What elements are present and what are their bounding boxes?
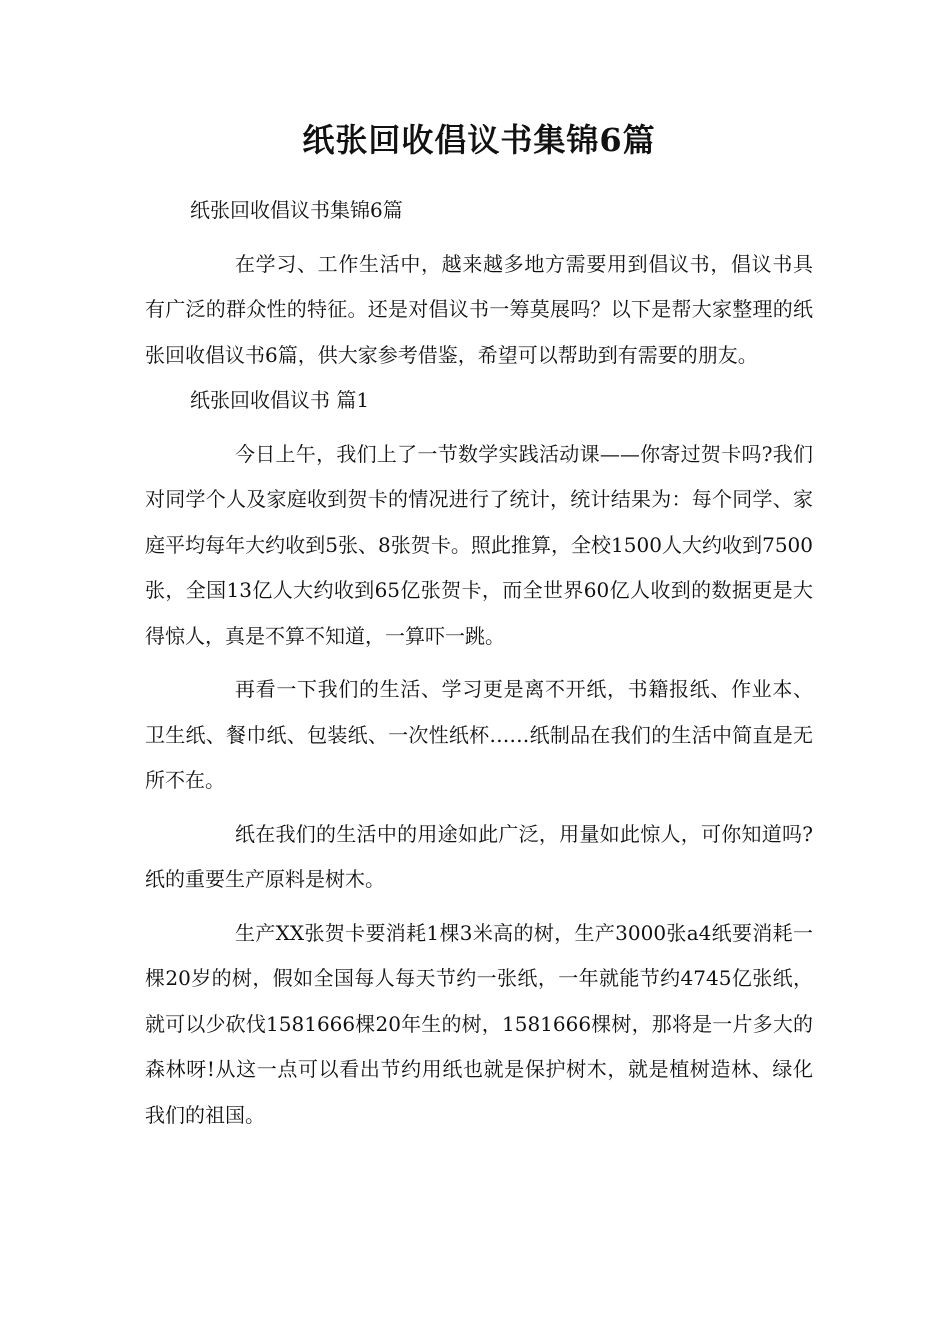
- intro-paragraph: 在学习、工作生活中，越来越多地方需要用到倡议书，倡议书具有广泛的群众性的特征。还是对倡议书一筹莫展吗？以下是帮大家整理的纸张回收倡议书6篇，供大家参考借鉴，希望可以帮助到有需要的朋友。: [145, 251, 813, 367]
- document-title: 纸张回收倡议书集锦6篇: [302, 121, 656, 159]
- paragraph: 生产XX张贺卡要消耗1棵3米高的树，生产3000张a4纸要消耗一棵20岁的树，假如全国每人每天节约一张纸，一年就能节约4745亿张纸，就可以少砍伐1581666棵20年生的树，1581666棵树，那将是一片多大的森林呀!从这一点可以看出节约用纸也就是保护树木，就是植树造林、绿化我们的祖国。: [145, 920, 813, 1127]
- paragraph: 今日上午，我们上了一节数学实践活动课——你寄过贺卡吗?我们对同学个人及家庭收到贺卡的情况进行了统计，统计结果为：每个同学、家庭平均每年大约收到5张、8张贺卡。照此推算，全校1500人大约收到7500张，全国13亿人大约收到65亿张贺卡，而全世界60亿人收到的数据更是大得惊人，真是不算不知道，一算吓一跳。: [145, 441, 813, 648]
- document-body: [145, 188, 813, 1138]
- section-heading: 纸张回收倡议书 篇1: [190, 388, 370, 412]
- document-subtitle: 纸张回收倡议书集锦6篇: [190, 198, 403, 222]
- paragraph: 再看一下我们的生活、学习更是离不开纸，书籍报纸、作业本、卫生纸、餐巾纸、包装纸、一次性纸杯……纸制品在我们的生活中简直是无所不在。: [145, 677, 813, 792]
- paragraph: 纸在我们的生活中的用途如此广泛，用量如此惊人，可你知道吗?纸的重要生产原料是树木。: [145, 821, 813, 891]
- document-page: [145, 0, 813, 1344]
